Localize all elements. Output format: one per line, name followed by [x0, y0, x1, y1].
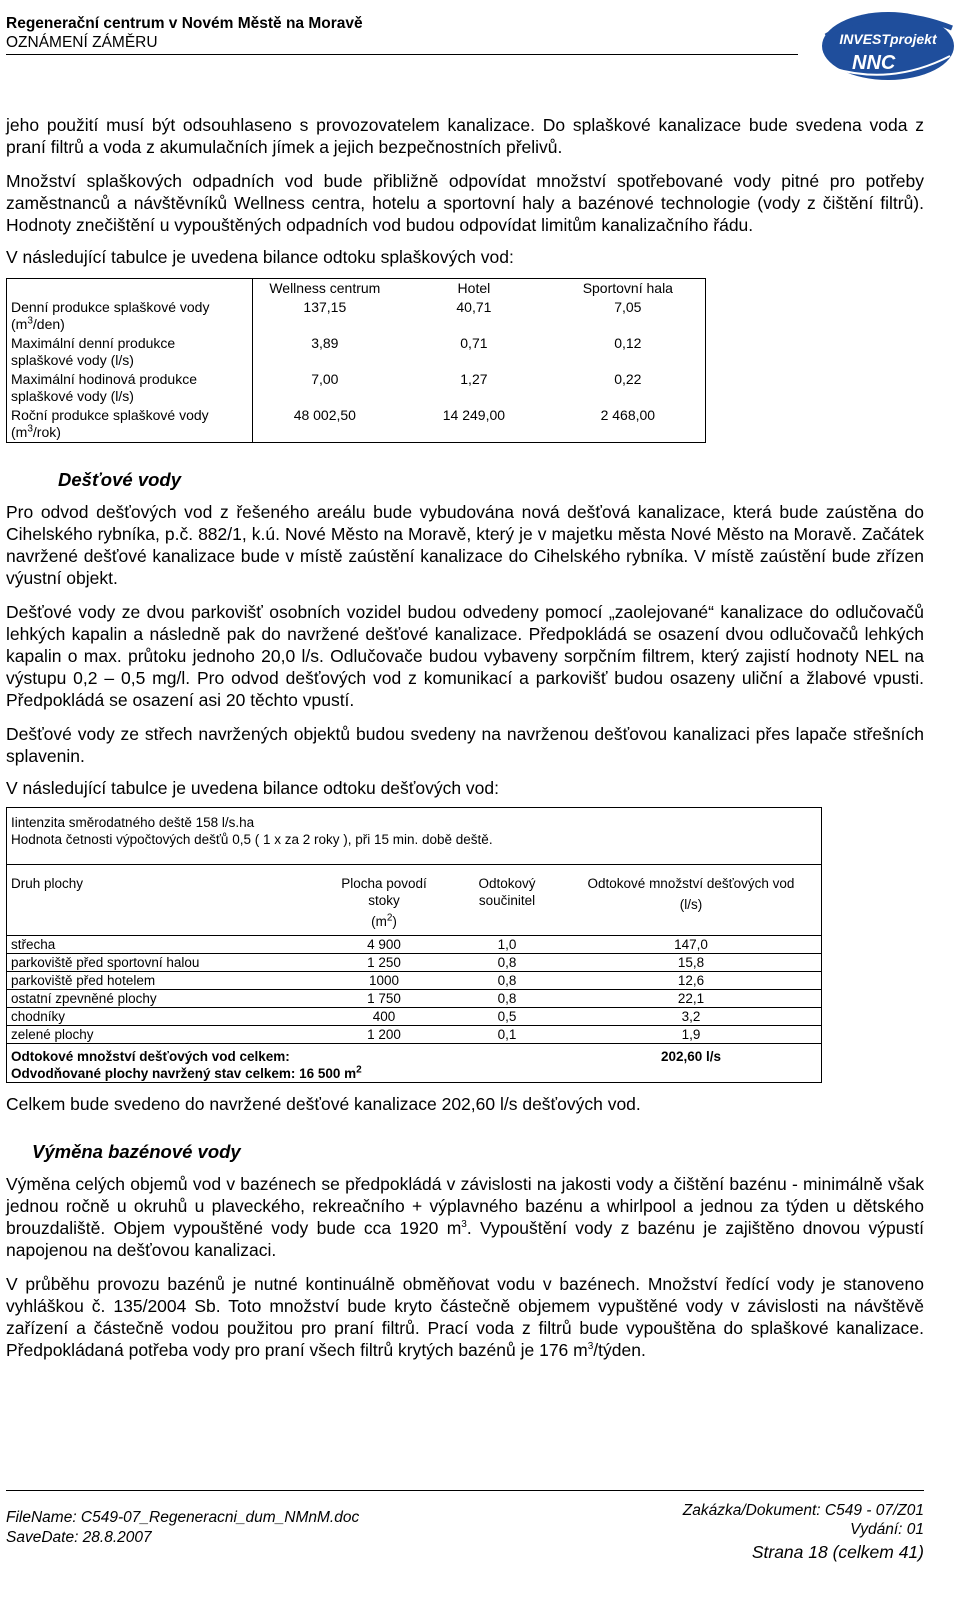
footer-left [6, 1508, 359, 1548]
paragraph: V následující tabulce je uvedena bilance odtoku splaškových vod: [6, 247, 514, 267]
table-header-row: Druh plochy Plocha povodí stoky $(m^2)$ Odtokový součinitel Odtokové množství dešťových vod (l/s) [7, 865, 821, 936]
document-body [6, 114, 924, 1373]
table-row: zelené plochy 1 200 0,1 1,9 [7, 1026, 821, 1044]
table-intro: Iintenzita směrodatného deště 158 l/s.ha [11, 815, 255, 830]
sewage-table [6, 278, 706, 443]
logo-text-2: NNC [852, 52, 896, 74]
table-row: Roční produkce splaškové vody $(m^3/rok)$ 48 002,50 14 249,00 2 468,00 [7, 406, 706, 443]
rainwater-table [6, 807, 822, 1083]
paragraph: V průběhu provozu bazénů je nutné kontinuálně obměňovat vodu v bazénech. Množství ředící vody je stanoveno vyhláškou č. 135/2004 Sb. Toto množství bude kryto částečně objemem vypuštěné vody v závislosti na návštěvě zařízení a částečně vodou použitou pro praní filtrů. Prací voda z filtrů bude vypouštěna do splaškové kanalizace. Předpokládaná potřeba vody pro praní všech filtrů krytých bazénů je 176 $m^3$/týden. [6, 1274, 924, 1360]
investprojekt-logo [812, 6, 958, 80]
paragraph: jeho použití musí být odsouhlaseno s provozovatelem kanalizace. Do splaškové kanalizace bude svedena voda z praní filtrů a voda z akumulačních jímek a jejich bezpečnostních přelivů. [6, 115, 924, 157]
footer-right [683, 1501, 924, 1562]
table-intro: Hodnota četnosti výpočtových dešťů 0,5 ( 1 x za 2 roky ), při 15 min. době deště. [11, 832, 493, 847]
table-row: Maximální hodinová produkce splaškové vody (l/s) 7,00 1,27 0,22 [11, 371, 642, 404]
footer-divider [6, 1490, 924, 1491]
section-heading: Výměna bazénové vody [32, 1141, 241, 1162]
footer-savedate: SaveDate: 28.8.2007 [6, 1529, 152, 1546]
paragraph: V následující tabulce je uvedena bilance odtoku dešťových vod: [6, 778, 499, 798]
table-row: Maximální denní produkce splaškové vody (l/s) 3,89 0,71 0,12 [11, 335, 642, 368]
table-row: parkoviště před sportovní halou 1 250 0,8 15,8 [7, 954, 821, 972]
table-total-row: Odtokové množství dešťových vod celkem: Odvodňované plochy navržený stav celkem: 16 500 $m^2$ 202,60 l/s [7, 1044, 821, 1083]
paragraph: Dešťové vody ze dvou parkovišť osobních vozidel budou odvedeny pomocí „zaolejované“ kanalizace do odlučovačů lehkých kapalin a následně pak do navržené dešťové kanalizace. Předpokládá se osazení dvou odlučovačů lehkých kapalin o max. průtoku jednoho 20,0 l/s. Odlučovače budou vybaveny sorpčním filtrem, který zajistí hodnoty NEL na výstupu 0,2 – 0,5 mg/l. Pro odvod dešťových vod z komunikací a parkovišť budou osazeny uliční a žlabové vpusti. Předpokládá se osazení asi 20 těchto vpustí. [6, 602, 924, 710]
col-header: Wellness centrum [252, 279, 397, 299]
paragraph: Dešťové vody ze střech navržených objektů budou svedeny na navrženou dešťovou kanalizaci přes lapače střešních splavenin. [6, 724, 924, 766]
table-row: Denní produkce splaškové vody $(m^3/den)$ 137,15 40,71 7,05 [11, 299, 642, 332]
footer-filename: FileName: C549-07_Regeneracni_dum_NMnM.doc [6, 1509, 360, 1526]
table-row: chodníky 400 0,5 3,2 [7, 1008, 821, 1026]
footer-zakazka: Zakázka/Dokument: C549 - 07/Z01 [682, 1502, 924, 1519]
footer-vydani: Vydání: 01 [850, 1521, 924, 1538]
logo-text-1: INVESTprojekt [839, 31, 937, 47]
paragraph: Výměna celých objemů vod v bazénech se předpokládá v závislosti na jakosti vody a čištění bazénu - minimálně však jednou ročně u okruhů u plaveckého, rekreačního + výplavného bazénu a whirlpool a jednou za týden u dětského brouzdaliště. Objem vypouštěné vody bude cca 1920 $m^3$. Vypouštění vody z bazénu je zajištěno dnovou výpustí napojenou na dešťovou kanalizaci. [6, 1174, 924, 1260]
paragraph: Množství splaškových odpadních vod bude přibližně odpovídat množství spotřebované vody pitné pro potřeby zaměstnanců a návštěvníků Wellness centra, hotelu a sportovní haly a bazénové technologie (vody z čištění filtrů). Hodnoty znečištění u vypouštěných odpadních vod budou odpovídat limitům kanalizačního řádu. [6, 171, 924, 235]
table-row: ostatní zpevněné plochy 1 750 0,8 22,1 [7, 990, 821, 1008]
col-header: Hotel [457, 280, 491, 296]
header-divider [6, 54, 798, 55]
header-title: Regenerační centrum v Novém Městě na Moravě [6, 15, 363, 32]
table-row: střecha 4 900 1,0 147,0 [7, 936, 821, 954]
paragraph: Pro odvod dešťových vod z řešeného areálu bude vybudována nová dešťová kanalizace, která bude zaústěna do Cihelského rybníka, p.č. 882/1, k.ú. Nové Město na Moravě, který je v majetku města Nové Město na Moravě. Začátek navržené dešťové kanalizace bude v místě zaústění kanalizace do Cihelského rybníka. V místě zaústění bude zřízen výustní objekt. [6, 502, 924, 588]
col-header: Sportovní hala [582, 280, 673, 296]
section-heading: Dešťové vody [58, 469, 181, 490]
table-row: parkoviště před hotelem 1000 0,8 12,6 [7, 972, 821, 990]
header-subtitle: OZNÁMENÍ ZÁMĚRU [6, 34, 158, 51]
page-header [6, 14, 796, 52]
footer-page-number: Strana 18 (celkem 41) [751, 1542, 924, 1562]
paragraph: Celkem bude svedeno do navržené dešťové kanalizace 202,60 l/s dešťových vod. [6, 1094, 641, 1114]
